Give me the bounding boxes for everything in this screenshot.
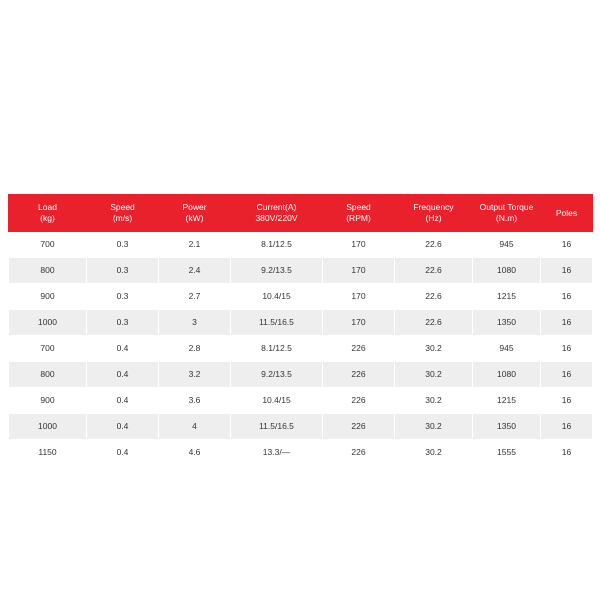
- cell-poles: 16: [541, 310, 593, 336]
- cell-poles: 16: [541, 440, 593, 466]
- cell-poles: 16: [541, 414, 593, 440]
- cell-output-torque: 1080: [473, 362, 541, 388]
- cell-output-torque: 945: [473, 232, 541, 258]
- cell-load: 900: [9, 284, 87, 310]
- cell-power: 4.6: [159, 440, 231, 466]
- cell-speed-rpm: 170: [323, 258, 395, 284]
- cell-frequency: 22.6: [395, 284, 473, 310]
- motor-specification-table: [8, 194, 593, 466]
- cell-speed-rpm: 226: [323, 362, 395, 388]
- cell-current: 9.2/13.5: [231, 362, 323, 388]
- column-header-load-line2: (kg): [40, 213, 55, 223]
- cell-output-torque: 1215: [473, 284, 541, 310]
- column-header-power: [159, 195, 231, 232]
- cell-power: 2.8: [159, 336, 231, 362]
- cell-frequency: 30.2: [395, 414, 473, 440]
- cell-output-torque: 1555: [473, 440, 541, 466]
- cell-power: 3: [159, 310, 231, 336]
- column-header-speed-rpm-line2: (RPM): [346, 213, 371, 223]
- column-header-speed-rpm-line1: Speed: [346, 202, 371, 213]
- cell-frequency: 22.6: [395, 232, 473, 258]
- cell-power: 3.6: [159, 388, 231, 414]
- column-header-frequency-line1: Frequency: [413, 202, 454, 213]
- cell-speed-ms: 0.3: [87, 232, 159, 258]
- cell-power: 4: [159, 414, 231, 440]
- cell-speed-ms: 0.4: [87, 414, 159, 440]
- cell-current: 11.5/16.5: [231, 310, 323, 336]
- cell-speed-ms: 0.3: [87, 310, 159, 336]
- column-header-speed-ms-line2: (m/s): [112, 213, 133, 223]
- table-body: [9, 232, 593, 466]
- table-header-row: [9, 195, 593, 232]
- cell-load: 900: [9, 388, 87, 414]
- table-row: [9, 388, 593, 414]
- column-header-load: [9, 195, 87, 232]
- cell-output-torque: 1215: [473, 388, 541, 414]
- column-header-power-line2: (kW): [185, 213, 204, 223]
- table-row: [9, 362, 593, 388]
- cell-poles: 16: [541, 284, 593, 310]
- table-row: [9, 284, 593, 310]
- cell-load: 700: [9, 336, 87, 362]
- cell-output-torque: 1080: [473, 258, 541, 284]
- cell-load: 1000: [9, 414, 87, 440]
- cell-power: 2.1: [159, 232, 231, 258]
- cell-power: 3.2: [159, 362, 231, 388]
- cell-speed-ms: 0.4: [87, 336, 159, 362]
- cell-load: 700: [9, 232, 87, 258]
- cell-poles: 16: [541, 388, 593, 414]
- column-header-power-line1: Power: [182, 202, 207, 213]
- table-row: [9, 336, 593, 362]
- cell-speed-ms: 0.4: [87, 440, 159, 466]
- column-header-speed-rpm: [323, 195, 395, 232]
- table-row: [9, 258, 593, 284]
- table-row: [9, 310, 593, 336]
- cell-speed-rpm: 170: [323, 310, 395, 336]
- cell-output-torque: 945: [473, 336, 541, 362]
- column-header-output-torque-line1: Output Torque: [479, 202, 534, 213]
- cell-load: 1150: [9, 440, 87, 466]
- cell-poles: 16: [541, 258, 593, 284]
- table-row: [9, 414, 593, 440]
- cell-load: 800: [9, 258, 87, 284]
- column-header-poles: [541, 195, 593, 232]
- table-row: [9, 232, 593, 258]
- cell-frequency: 22.6: [395, 310, 473, 336]
- cell-output-torque: 1350: [473, 414, 541, 440]
- cell-current: 13.3/—: [231, 440, 323, 466]
- cell-frequency: 30.2: [395, 440, 473, 466]
- cell-frequency: 22.6: [395, 258, 473, 284]
- cell-current: 10.4/15: [231, 284, 323, 310]
- column-header-poles-line1: Poles: [555, 207, 578, 218]
- column-header-frequency-line2: (Hz): [425, 213, 442, 223]
- table-header: [9, 195, 593, 232]
- cell-poles: 16: [541, 336, 593, 362]
- cell-load: 800: [9, 362, 87, 388]
- cell-speed-rpm: 226: [323, 440, 395, 466]
- cell-output-torque: 1350: [473, 310, 541, 336]
- cell-speed-rpm: 226: [323, 336, 395, 362]
- cell-current: 10.4/15: [231, 388, 323, 414]
- cell-frequency: 30.2: [395, 362, 473, 388]
- column-header-output-torque: [473, 195, 541, 232]
- cell-poles: 16: [541, 362, 593, 388]
- cell-speed-rpm: 226: [323, 414, 395, 440]
- specification-table-container: [8, 194, 592, 466]
- cell-power: 2.7: [159, 284, 231, 310]
- cell-speed-ms: 0.3: [87, 258, 159, 284]
- cell-speed-ms: 0.3: [87, 284, 159, 310]
- cell-speed-rpm: 170: [323, 232, 395, 258]
- column-header-frequency: [395, 195, 473, 232]
- column-header-output-torque-line2: (N.m): [495, 213, 518, 223]
- column-header-speed-ms-line1: Speed: [110, 202, 135, 213]
- cell-frequency: 30.2: [395, 336, 473, 362]
- cell-load: 1000: [9, 310, 87, 336]
- cell-speed-ms: 0.4: [87, 388, 159, 414]
- cell-current: 11.5/16.5: [231, 414, 323, 440]
- cell-current: 8.1/12.5: [231, 232, 323, 258]
- table-row: [9, 440, 593, 466]
- cell-poles: 16: [541, 232, 593, 258]
- cell-speed-rpm: 226: [323, 388, 395, 414]
- cell-speed-ms: 0.4: [87, 362, 159, 388]
- cell-frequency: 30.2: [395, 388, 473, 414]
- column-header-load-line1: Load: [38, 202, 57, 213]
- cell-speed-rpm: 170: [323, 284, 395, 310]
- column-header-current-line2: 380V/220V: [255, 213, 298, 223]
- column-header-current-line1: Current(A): [256, 202, 297, 213]
- column-header-current: [231, 195, 323, 232]
- column-header-speed-ms: [87, 195, 159, 232]
- cell-current: 8.1/12.5: [231, 336, 323, 362]
- cell-current: 9.2/13.5: [231, 258, 323, 284]
- cell-power: 2.4: [159, 258, 231, 284]
